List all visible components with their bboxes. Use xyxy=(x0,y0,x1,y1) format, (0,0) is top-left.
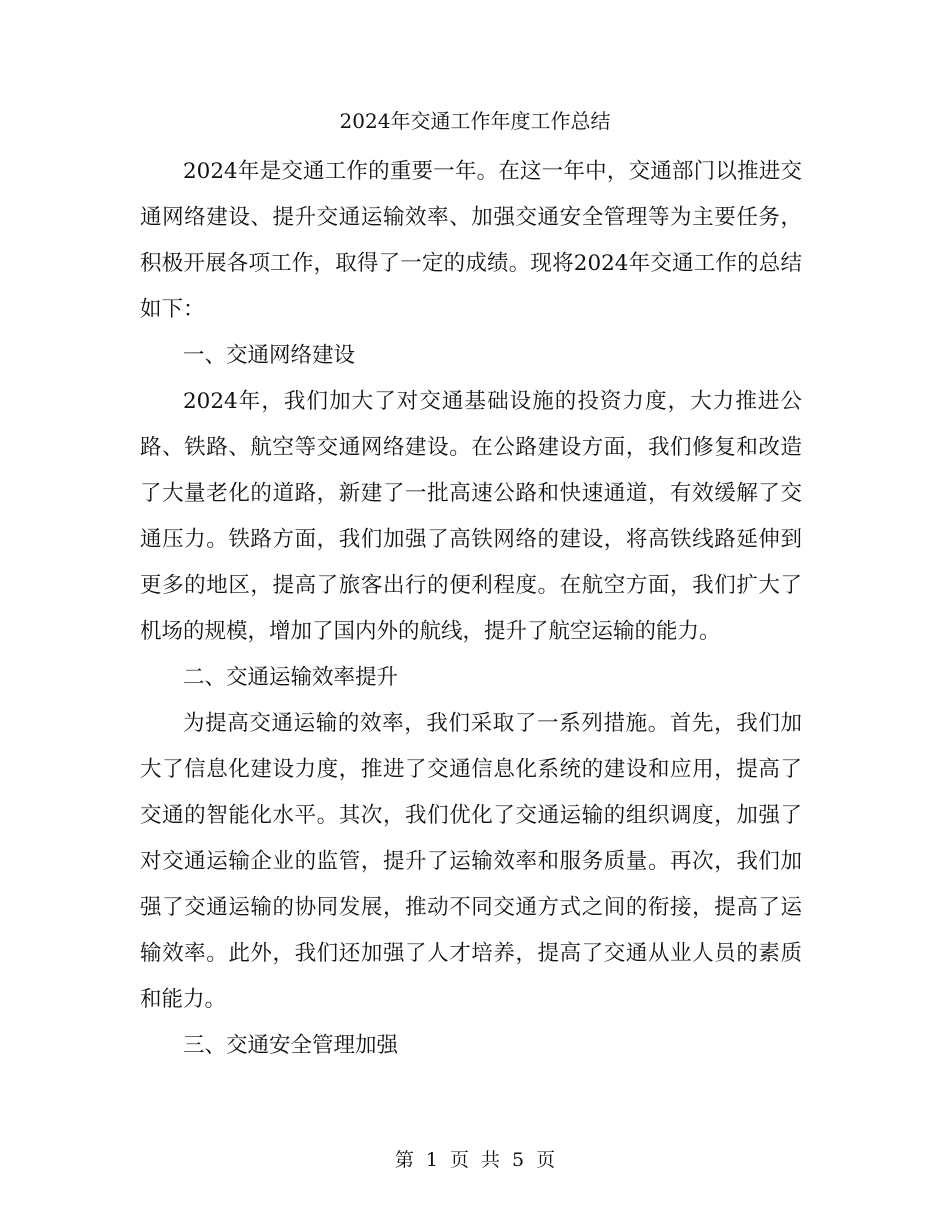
intro-paragraph: 2024年是交通工作的重要一年。在这一年中，交通部门以推进交通网络建设、提升交通运输效率、加强交通安全管理等为主要任务，积极开展各项工作，取得了一定的成绩。现将2024年交通工作的总结如下： xyxy=(140,159,802,322)
document-title: 2024年交通工作年度工作总结 xyxy=(339,109,611,133)
section-heading-2: 二、交通运输效率提升 xyxy=(183,665,399,690)
section-heading-3: 三、交通安全管理加强 xyxy=(183,1033,399,1058)
section-heading-1: 一、交通网络建设 xyxy=(183,343,356,368)
page-number-footer: 第 1 页 共 5 页 xyxy=(394,1149,556,1171)
document-body xyxy=(140,149,802,1069)
section-2-paragraph: 为提高交通运输的效率，我们采取了一系列措施。首先，我们加大了信息化建设力度，推进了交通信息化系统的建设和应用，提高了交通的智能化水平。其次，我们优化了交通运输的组织调度，加强了对交通运输企业的监管，提升了运输效率和服务质量。再次，我们加强了交通运输的协同发展，推动不同交通方式之间的衔接，提高了运输效率。此外，我们还加强了人才培养，提高了交通从业人员的素质和能力。 xyxy=(140,711,802,1012)
section-1-paragraph: 2024年，我们加大了对交通基础设施的投资力度，大力推进公路、铁路、航空等交通网络建设。在公路建设方面，我们修复和改造了大量老化的道路，新建了一批高速公路和快速通道，有效缓解了交通压力。铁路方面，我们加强了高铁网络的建设，将高铁线路延伸到更多的地区，提高了旅客出行的便利程度。在航空方面，我们扩大了机场的规模，增加了国内外的航线，提升了航空运输的能力。 xyxy=(140,389,802,644)
